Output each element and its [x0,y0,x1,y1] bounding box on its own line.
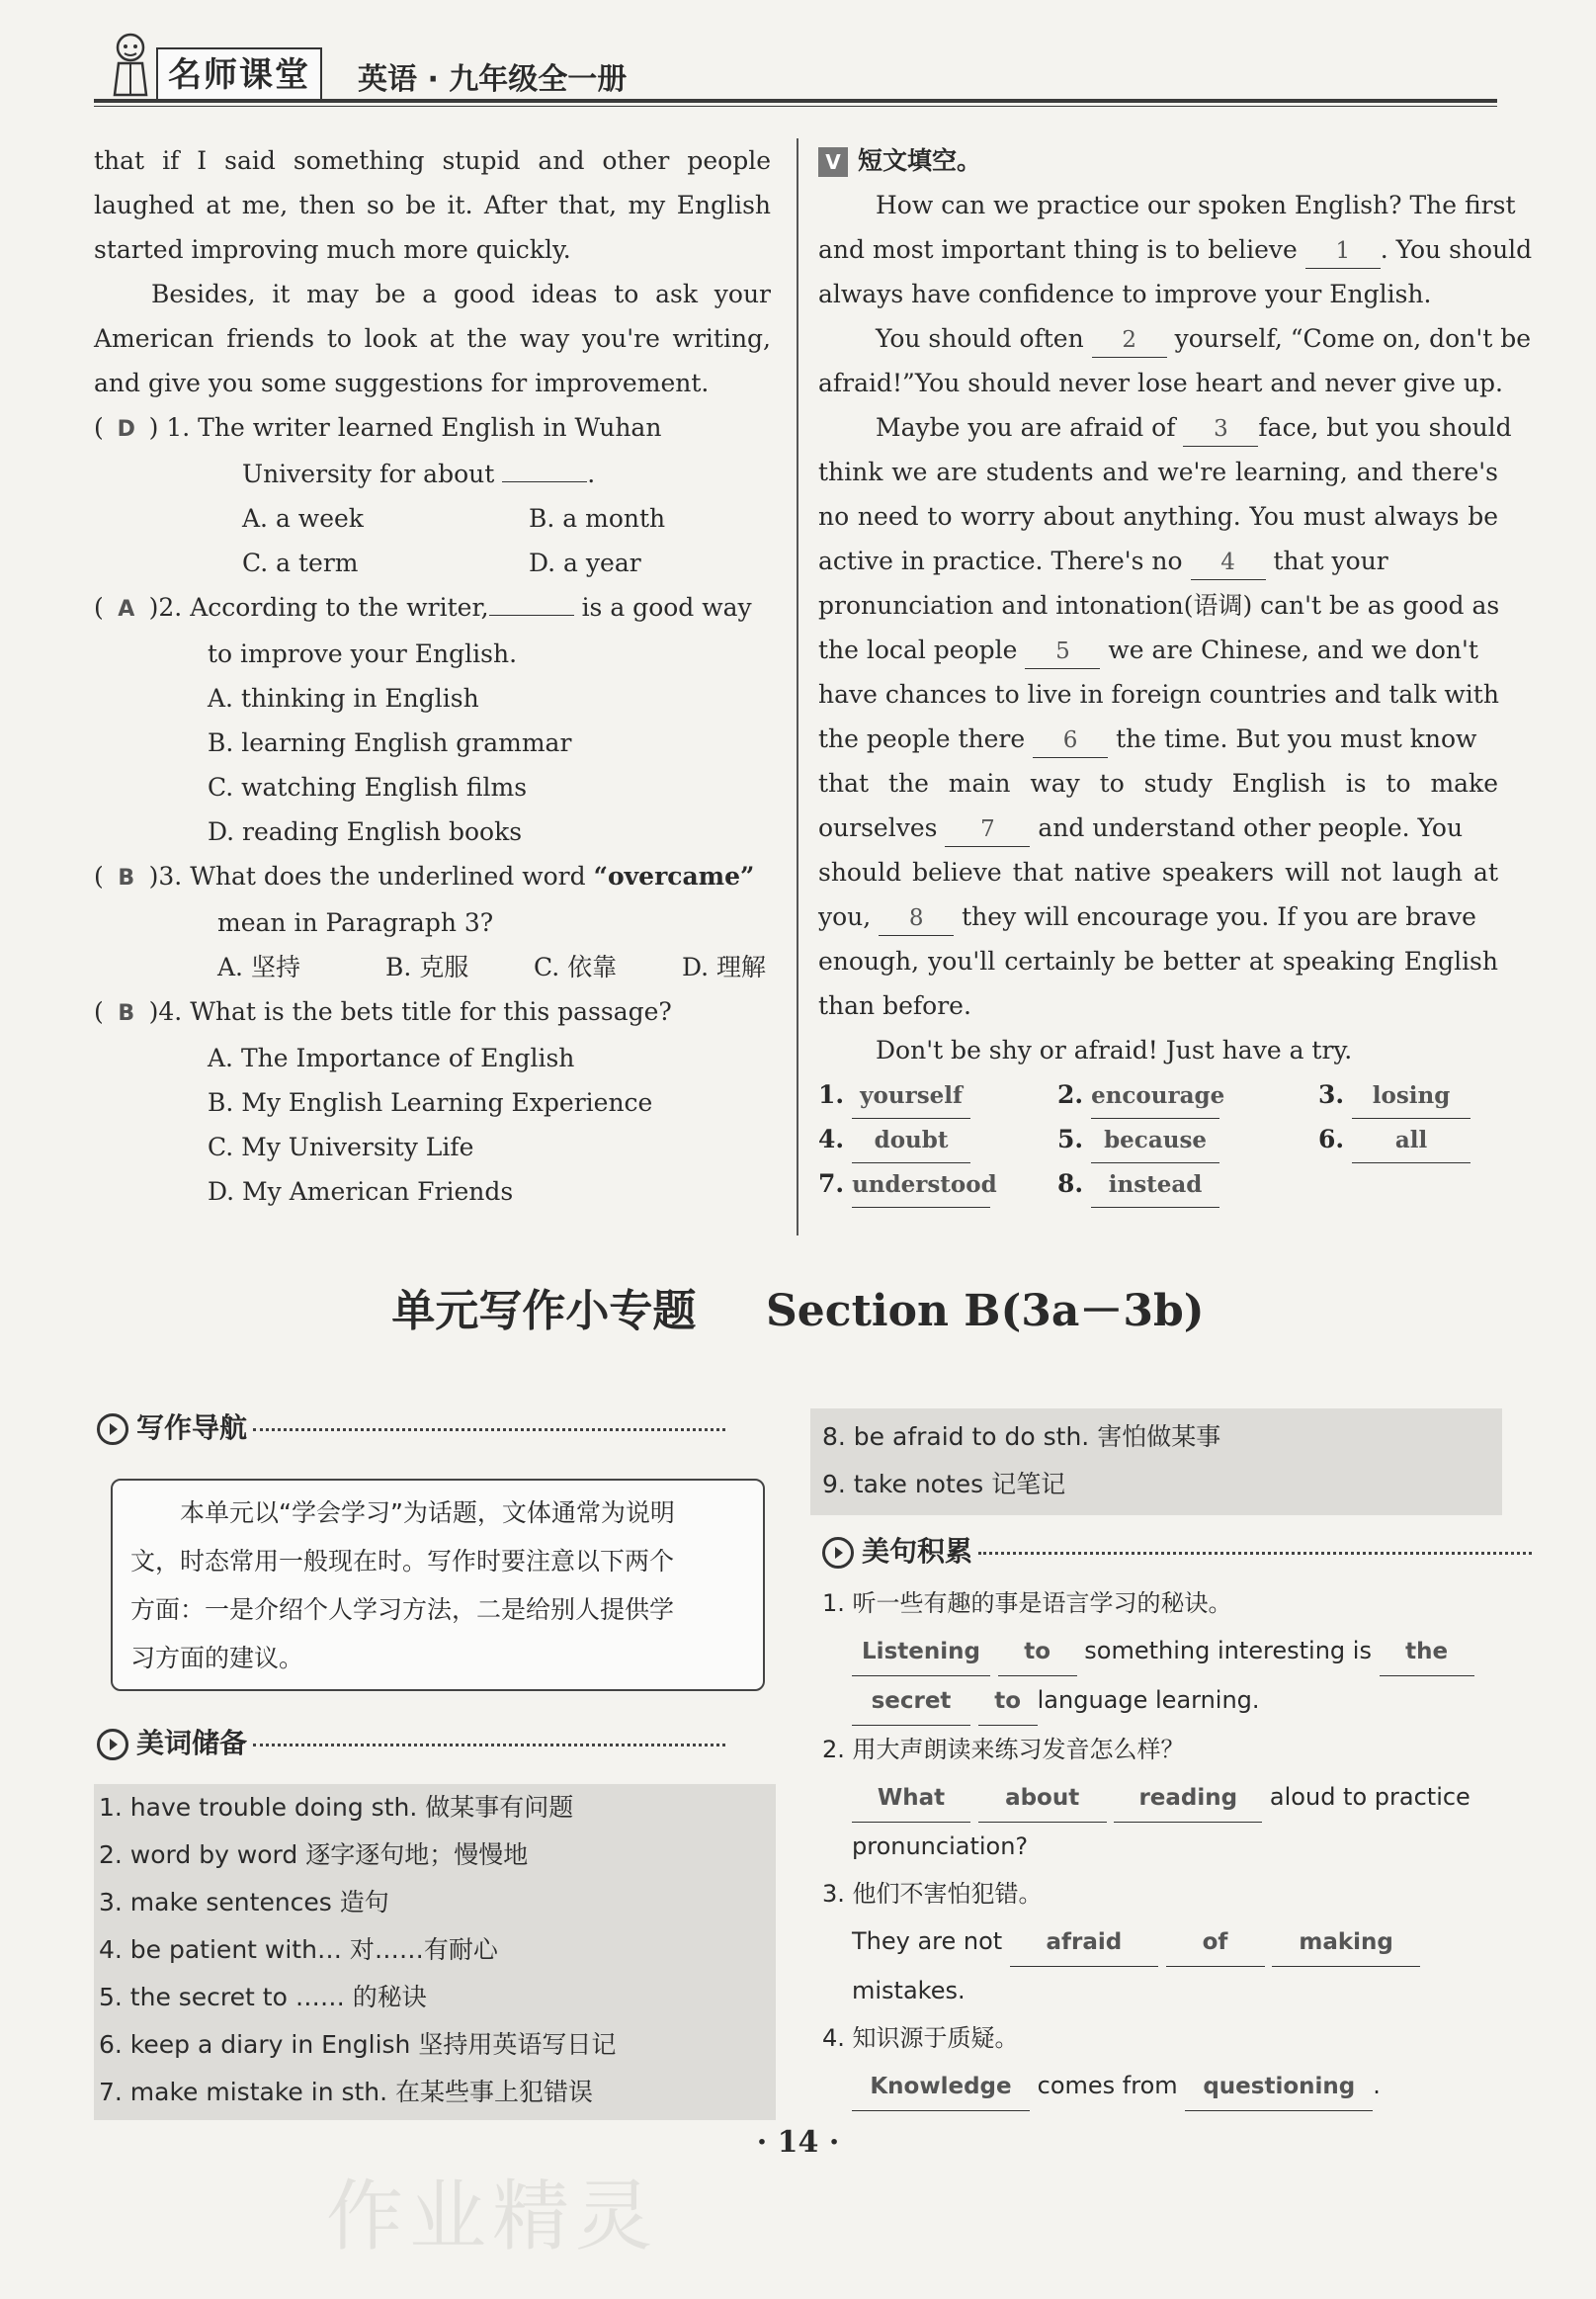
option-b[interactable]: B. a month [529,504,666,533]
question-3: ( B )3. What does the underlined word “overcame” mean in Paragraph 3? A. 坚持 B. 克服 C. 依靠 D. 理解 [94,854,771,989]
answer-blank[interactable] [502,481,587,482]
section-title: 单元写作小专题 [391,1286,697,1336]
book-subject: 英语 · 九年级全一册 [358,62,628,97]
sentence-fill: of [1166,1918,1265,1967]
sentence-list: 1. 听一些有趣的事是语言学习的秘诀。 Listening to something interesting is the secret to language learning. 2. 用大声朗读来练习发音怎么样？ What about reading aloud to practice pronunciation? 3. 他们不害怕犯错。 They are not afraid of making mistakes. 4. 知识源于质疑。 Knowledge comes from questioning . [822,1579,1504,2111]
sentence-fill: What [852,1774,970,1823]
cloze-blank[interactable]: 7 [945,812,1030,847]
option-c[interactable]: C. a term [242,549,359,577]
answer-blank[interactable] [489,615,574,616]
watermark: 作业精灵 [326,2172,659,2261]
option-b[interactable]: B. My English Learning Experience [208,1088,653,1117]
cloze-answers: 1. yourself 2. encourage 3. losing 4. doubt 5. because 6. all 7. understood 8. instead [818,1072,1498,1211]
vocab-item: 2. word by word 逐字逐句地；慢慢地 [99,1840,529,1869]
question-2: ( A )2. According to the writer, is a good way to improve your English. A. thinking in English B. learning English grammar C. watching English films D. reading English books [94,585,771,854]
vocab-item: 8. be afraid to do sth. 害怕做某事 [822,1422,1221,1451]
answer-fill: encourage [1091,1073,1219,1119]
answer-fill: all [1352,1118,1470,1163]
question-4: ( B )4. What is the bets title for this passage? A. The Importance of English B. My English Learning Experience C. My University Life D. My American Friends [94,989,771,1214]
vocab-item: 6. keep a diary in English 坚持用英语写日记 [99,2030,617,2059]
passage-line: laughed at me, then so be it. After that, my English [94,191,771,219]
passage-line: that if I said something stupid and other people [94,146,771,175]
guide-heading: 写作导航 [97,1406,725,1446]
passage-line: and give you some suggestions for improvement. [94,369,710,397]
cloze-title: 短文填空。 [858,146,982,175]
brand-logo: 名师课堂 [156,47,322,103]
vocab-heading: 美词储备 [97,1722,725,1761]
cloze-blank[interactable]: 3 [1183,412,1258,447]
option-d[interactable]: D. 理解 [682,953,767,981]
play-arrow-icon [822,1537,854,1569]
cloze-blank[interactable]: 6 [1033,724,1108,758]
sentence-fill: reading [1114,1774,1262,1823]
teacher-mascot-icon [107,30,154,97]
vocab-list-left [99,1784,771,2116]
answer-mark: A [118,597,135,622]
vocab-item: 1. have trouble doing sth. 做某事有问题 [99,1793,574,1822]
play-arrow-icon [97,1413,128,1445]
passage-line: American friends to look at the way you're writing, [94,324,771,353]
answer-fill: because [1091,1118,1219,1163]
sentence-fill: making [1272,1918,1420,1967]
column-divider [797,138,798,1235]
vocab-item: 7. make mistake in sth. 在某些事上犯错误 [99,2078,594,2106]
option-a[interactable]: A. 坚持 [217,953,300,981]
answer-mark: B [118,1001,135,1026]
play-arrow-icon [97,1729,128,1760]
option-b[interactable]: B. 克服 [385,953,469,981]
sentence-fill: Listening [852,1628,990,1676]
sentence-fill: Knowledge [852,2063,1030,2111]
sentence-fill: to [998,1628,1077,1676]
sentence-fill: about [978,1774,1107,1823]
cloze-blank[interactable]: 4 [1191,546,1266,580]
answer-fill: yourself [852,1073,970,1119]
answer-mark: D [117,417,135,442]
option-a[interactable]: A. The Importance of English [208,1044,575,1072]
question-1: ( D ) 1. The writer learned English in Wuhan University for about . A. a week B. a month C. a term D. a year [94,405,771,585]
vocab-item: 9. take notes 记笔记 [822,1470,1066,1498]
section-heading [0,1275,1596,1338]
section-subtitle: Section B(3a－3b) [766,1286,1205,1336]
cloze-blank[interactable]: 2 [1092,323,1167,358]
sentence-fill: the [1380,1628,1474,1676]
passage-line: started improving much more quickly. [94,235,571,264]
passage-line: Besides, it may be a good ideas to ask your [151,280,771,308]
cloze-section: V 短文填空。 How can we practice our spoken English? The first and most important thing is to believe 1 . You should always have confidence to improve your English. You should often 2 yourself, “Come on, don't be afraid!”You should never lose heart and never give up. Maybe you are afraid of 3 face, but you should think we are students and we're learning, and there's no need to worry about anything. You must always be active in practice. There's no 4 that your pronunciation and intonation(语调) can't be as good as the local people 5 we are Chinese, and we don't have chances to live in foreign countries and talk with the people there 6 the time. But you must know that the main way to study English is to make ourselves 7 and understand other people. You should believe that native speakers will not laugh at you, 8 they will encourage you. If you are brave enough, you'll certainly be better at speaking English than before. Don't be shy or afraid! Just have a try. 1. yourself 2. encourage 3. losing 4. doubt 5. because 6. all 7. understood 8. instead [818,138,1498,1211]
option-c[interactable]: C. 依靠 [534,953,618,981]
sentence-fill: afraid [1010,1918,1158,1967]
writing-guide-box: 本单元以“学会学习”为话题，文体通常为说明 文，时态常用一般现在时。写作时要注意以下两个 方面：一是介绍个人学习方法，二是给别人提供学 习方面的建议。 [111,1479,765,1691]
cloze-blank[interactable]: 5 [1025,635,1100,669]
vocab-item: 3. make sentences 造句 [99,1888,389,1916]
header-rule-thin [94,106,1497,107]
option-c[interactable]: C. My University Life [208,1133,474,1161]
sentence-fill: questioning [1185,2063,1373,2111]
page-number: · 14 · [756,2125,840,2160]
option-c[interactable]: C. watching English films [208,773,528,802]
option-d[interactable]: D. a year [529,549,641,577]
cloze-blank[interactable]: 1 [1305,234,1381,269]
sentence-fill: to [978,1677,1038,1726]
option-d[interactable]: D. reading English books [208,817,523,846]
section-badge: V [818,147,848,177]
answer-fill: instead [1091,1162,1219,1208]
answer-fill: doubt [852,1118,970,1163]
cloze-blank[interactable]: 8 [879,901,954,936]
sentences-heading: 美句积累 [822,1530,1532,1570]
vocab-list-right [822,1413,1494,1508]
option-b[interactable]: B. learning English grammar [208,728,572,757]
vocab-item: 5. the secret to …… 的秘诀 [99,1983,427,2011]
answer-fill: understood [852,1162,990,1208]
reading-passage [94,138,771,1214]
answer-mark: B [118,866,135,891]
option-a[interactable]: A. a week [242,504,364,533]
option-a[interactable]: A. thinking in English [208,684,479,713]
header-rule [94,99,1497,103]
option-d[interactable]: D. My American Friends [208,1177,514,1206]
answer-fill: losing [1352,1073,1470,1119]
sentence-fill: secret [852,1677,970,1726]
vocab-item: 4. be patient with… 对……有耐心 [99,1935,498,1964]
